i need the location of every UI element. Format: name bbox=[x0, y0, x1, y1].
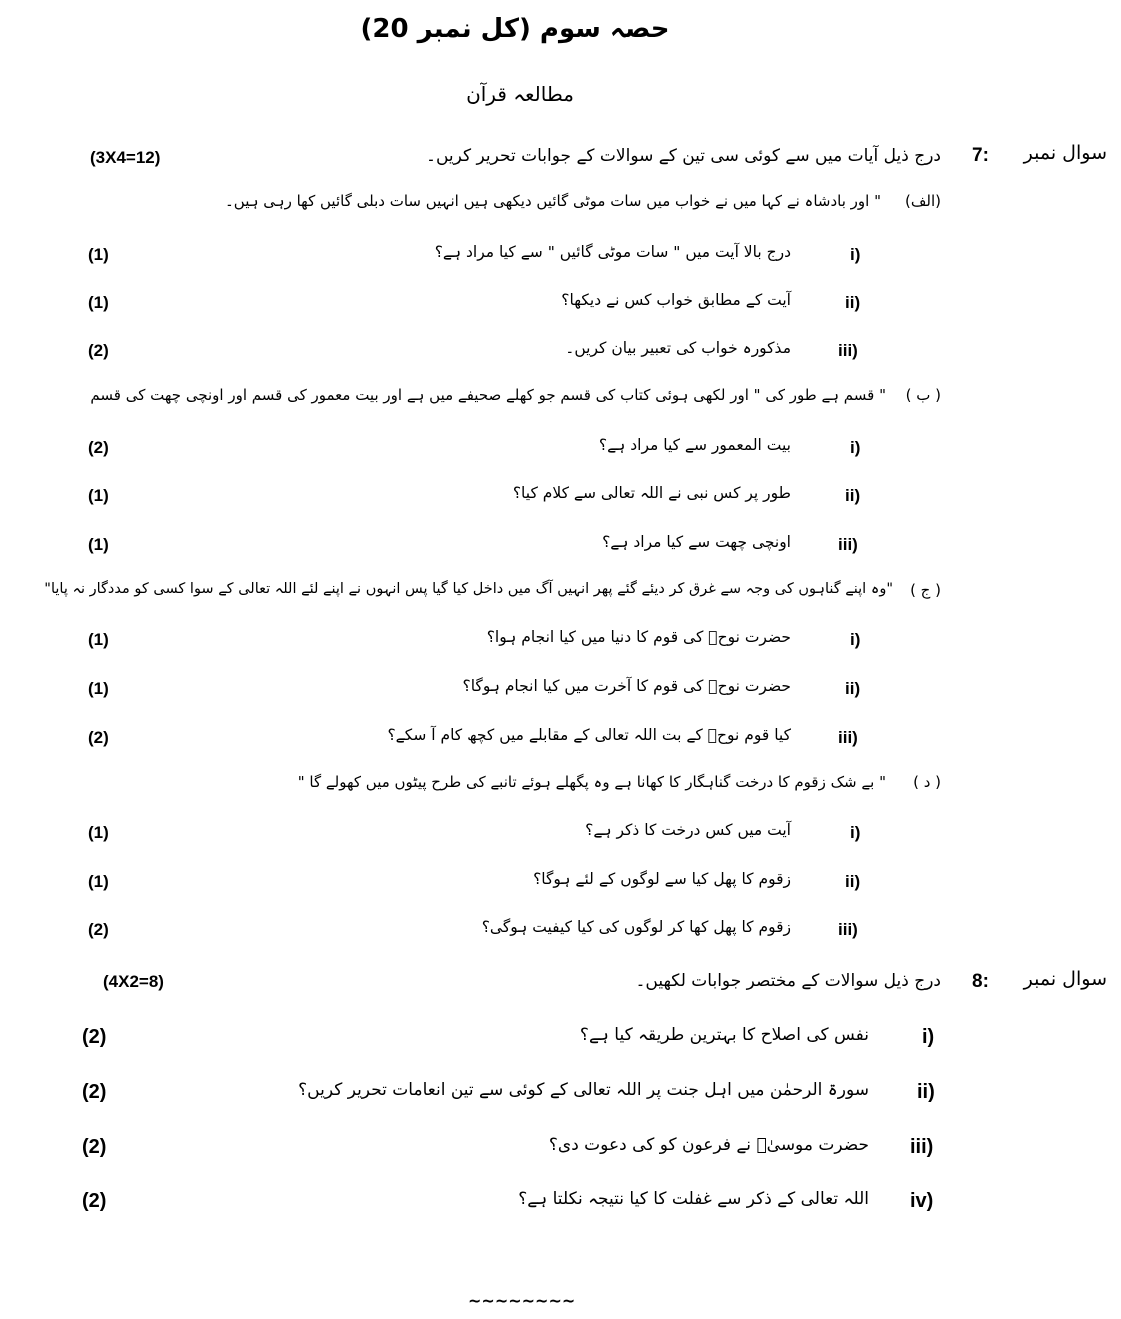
q7-total-marks: (3X4=12) bbox=[90, 148, 161, 167]
q7a-iii-num: iii) bbox=[838, 341, 858, 360]
q7a-i-num: i) bbox=[850, 245, 861, 264]
q7d-iii-text: زقوم کا پھل کھا کر لوگوں کی کیا کیفیت ہوگی؟ bbox=[481, 918, 791, 936]
q8-iii-text: حضرت موسیٰؑ نے فرعون کو کی دعوت دی؟ bbox=[548, 1135, 869, 1155]
q7d-ii-text: زقوم کا پھل کیا سے لوگوں کے لئے ہوگا؟ bbox=[533, 870, 791, 888]
q8-iv-num: iv) bbox=[910, 1190, 934, 1212]
q8-ii-text: سورۃ الرحمٰن میں اہل جنت پر اللہ تعالی کے کوئی سے تین انعامات تحریر کریں؟ bbox=[298, 1080, 869, 1100]
footer-separator: ~~~~~~~~ bbox=[468, 1291, 576, 1310]
q7a-ii-text: آیت کے مطابق خواب کس نے دیکھا؟ bbox=[561, 291, 791, 309]
q7d-i-num: i) bbox=[850, 823, 861, 842]
q7b-iii-marks: (1) bbox=[88, 535, 109, 554]
q8-total-marks: (4X2=8) bbox=[103, 972, 164, 991]
section-title: حصہ سوم (کل نمبر 20) bbox=[360, 14, 670, 44]
q8-iii-num: iii) bbox=[910, 1136, 934, 1158]
q7a-iii-marks: (2) bbox=[88, 341, 109, 360]
q8-i-num: i) bbox=[922, 1026, 935, 1048]
q7b-i-text: بیت المعمور سے کیا مراد ہے؟ bbox=[598, 436, 791, 454]
q7a-i-marks: (1) bbox=[88, 245, 109, 264]
q7b-ii-num: ii) bbox=[845, 486, 861, 505]
q7d-i-marks: (1) bbox=[88, 823, 109, 842]
q7b-iii-num: iii) bbox=[838, 535, 858, 554]
q7a-ii-marks: (1) bbox=[88, 293, 109, 312]
q7-part-d-verse: " بے شک زقوم کا درخت گناہگار کا کھانا ہے وہ پگھلے ہوئے تانبے کی طرح پیٹوں میں کھولے گا " bbox=[297, 773, 886, 791]
q7c-ii-marks: (1) bbox=[88, 679, 109, 698]
q7a-i-text: درج بالا آیت میں " سات موٹی گائیں " سے کیا مراد ہے؟ bbox=[434, 243, 791, 261]
q7b-ii-text: طور پر کس نبی نے اللہ تعالی سے کلام کیا؟ bbox=[512, 484, 791, 502]
q7c-i-num: i) bbox=[850, 630, 861, 649]
q7-part-d-letter: ( د ) bbox=[913, 773, 941, 791]
q8-ii-marks: (2) bbox=[82, 1081, 107, 1103]
q7-label: سوال نمبر bbox=[1023, 142, 1107, 164]
q7b-ii-marks: (1) bbox=[88, 486, 109, 505]
q7c-iii-text: کیا قوم نوحؑ کے بت اللہ تعالی کے مقابلے میں کچھ کام آ سکے؟ bbox=[387, 726, 791, 744]
q8-iii-marks: (2) bbox=[82, 1136, 107, 1158]
q7c-ii-text: حضرت نوحؑ کی قوم کا آخرت میں کیا انجام ہوگا؟ bbox=[462, 677, 791, 695]
q7c-i-marks: (1) bbox=[88, 630, 109, 649]
q8-ii-num: ii) bbox=[917, 1081, 935, 1103]
q7-part-c-verse: "وہ اپنے گناہوں کی وجہ سے غرق کر دیئے گئے پھر انہیں آگ میں داخل کیا گیا پس انہوں نے اپنے لئے اللہ تعالی کے سوا کسی کو مددگار نہ پایا" bbox=[44, 581, 893, 597]
q8-number: 8: bbox=[972, 971, 989, 992]
q8-iv-marks: (2) bbox=[82, 1190, 107, 1212]
q8-iv-text: اللہ تعالی کے ذکر سے غفلت کا کیا نتیجہ نکلتا ہے؟ bbox=[518, 1189, 869, 1209]
section-subtitle: مطالعہ قرآن bbox=[466, 82, 574, 106]
q8-label: سوال نمبر bbox=[1023, 968, 1107, 990]
q7b-i-marks: (2) bbox=[88, 438, 109, 457]
q7a-iii-text: مذکورہ خواب کی تعبیر بیان کریں۔ bbox=[565, 339, 791, 357]
q8-i-marks: (2) bbox=[82, 1026, 107, 1048]
q7c-iii-num: iii) bbox=[838, 728, 858, 747]
q7d-iii-marks: (2) bbox=[88, 920, 109, 939]
q7d-i-text: آیت میں کس درخت کا ذکر ہے؟ bbox=[585, 821, 791, 839]
q7-part-a-verse: " اور بادشاہ نے کہا میں نے خواب میں سات موٹی گائیں دیکھی ہیں انہیں سات دبلی گائیں کھا رہی ہیں۔ bbox=[225, 192, 881, 210]
q7b-iii-text: اونچی چھت سے کیا مراد ہے؟ bbox=[602, 533, 791, 551]
q7-number: 7: bbox=[972, 145, 989, 166]
q7c-ii-num: ii) bbox=[845, 679, 861, 698]
q7a-ii-num: ii) bbox=[845, 293, 861, 312]
q7-part-c-letter: ( ج ) bbox=[910, 581, 941, 599]
q7b-i-num: i) bbox=[850, 438, 861, 457]
q7-part-b-verse: " قسم ہے طور کی " اور لکھی ہوئی کتاب کی قسم جو کھلے صحیفے میں ہے اور بیت معمور کی قسم اور اونچی چھت کی قسم bbox=[90, 386, 886, 404]
q8-i-text: نفس کی اصلاح کا بہترین طریقہ کیا ہے؟ bbox=[579, 1025, 869, 1045]
q7d-iii-num: iii) bbox=[838, 920, 858, 939]
q7-part-b-letter: ( ب ) bbox=[905, 386, 941, 404]
q7d-ii-num: ii) bbox=[845, 872, 861, 891]
q7d-ii-marks: (1) bbox=[88, 872, 109, 891]
q7c-iii-marks: (2) bbox=[88, 728, 109, 747]
q7-instruction: درج ذیل آیات میں سے کوئی سی تین کے سوالات کے جوابات تحریر کریں۔ bbox=[426, 146, 941, 166]
q7-part-a-letter: (الف) bbox=[905, 192, 941, 210]
q8-instruction: درج ذیل سوالات کے مختصر جوابات لکھیں۔ bbox=[635, 971, 941, 991]
q7c-i-text: حضرت نوحؑ کی قوم کا دنیا میں کیا انجام ہوا؟ bbox=[486, 628, 791, 646]
